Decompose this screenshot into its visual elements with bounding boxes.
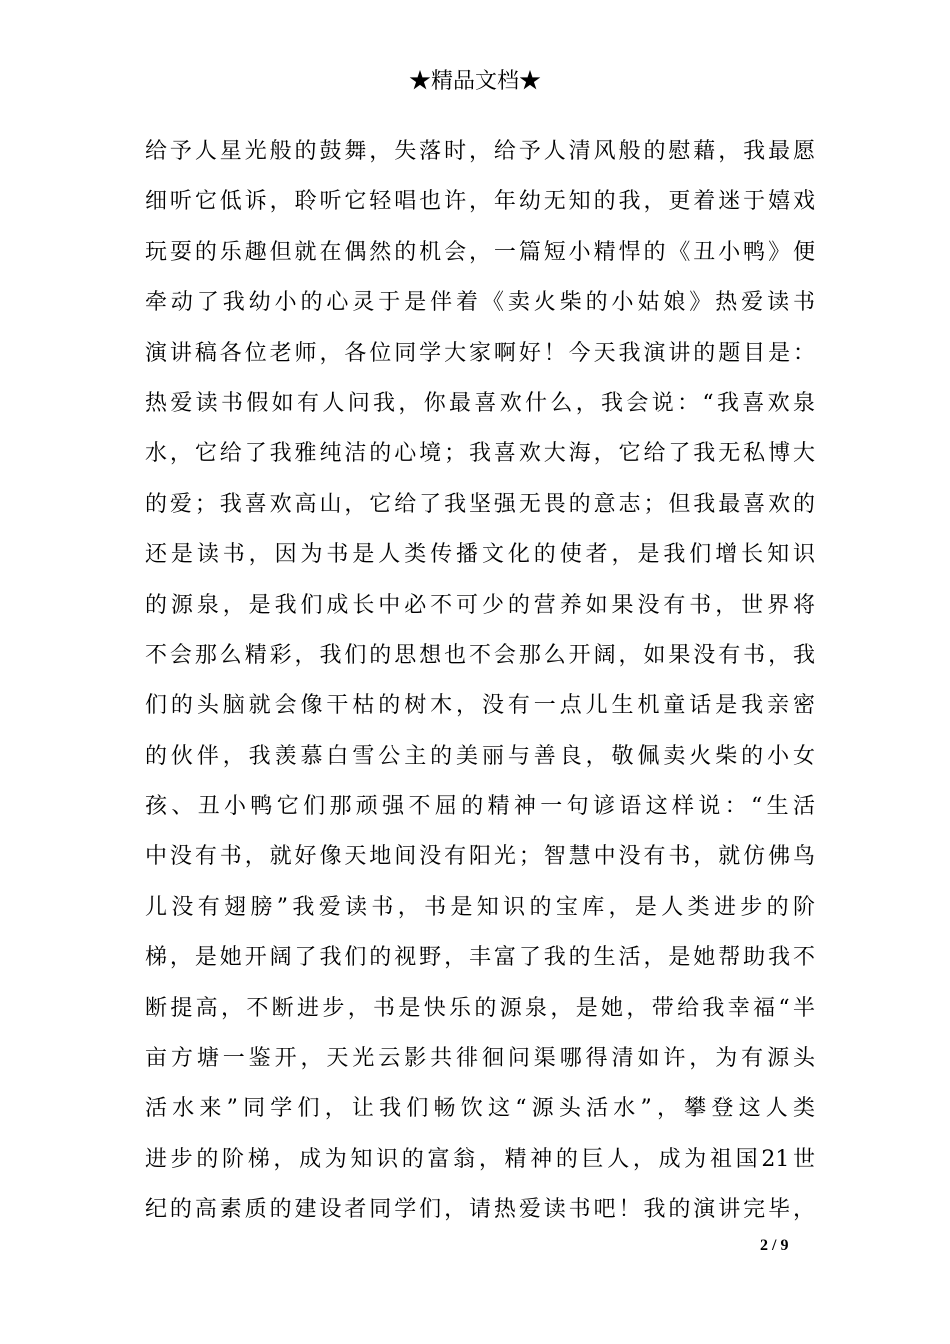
text-line: 活水来”同学们，让我们畅饮这“源头活水”，攀登这人类 <box>145 1096 815 1122</box>
text-line: 牵动了我幼小的心灵于是伴着《卖火柴的小姑娘》热爱读书 <box>145 290 815 316</box>
text-line: 亩方塘一鉴开，天光云影共徘徊问渠哪得清如许，为有源头 <box>145 1046 815 1072</box>
text-line: 们的头脑就会像干枯的树木，没有一点儿生机童话是我亲密 <box>145 693 815 719</box>
text-line: 细听它低诉，聆听它轻唱也许，年幼无知的我，更着迷于嬉戏 <box>145 189 815 215</box>
text-line: 梯，是她开阔了我们的视野，丰富了我的生活，是她帮助我不 <box>145 945 815 971</box>
text-line: 玩耍的乐趣但就在偶然的机会，一篇短小精悍的《丑小鸭》便 <box>145 239 815 265</box>
text-line: 演讲稿各位老师，各位同学大家啊好！今天我演讲的题目是： <box>145 340 815 366</box>
text-line: 的伙伴，我羡慕白雪公主的美丽与善良，敬佩卖火柴的小女 <box>145 743 815 769</box>
text-line: 水，它给了我雅纯洁的心境；我喜欢大海，它给了我无私博大 <box>145 441 815 467</box>
text-line: 的爱；我喜欢高山，它给了我坚强无畏的意志；但我最喜欢的 <box>145 491 815 517</box>
text-line: 不会那么精彩，我们的思想也不会那么开阔，如果没有书，我 <box>145 642 815 668</box>
text-line: 进步的阶梯，成为知识的富翁，精神的巨人，成为祖国21世 <box>145 1146 815 1172</box>
text-line: 热爱读书假如有人问我，你最喜欢什么，我会说：“我喜欢泉 <box>145 390 815 416</box>
text-line: 的源泉，是我们成长中必不可少的营养如果没有书，世界将 <box>145 592 815 618</box>
text-line: 还是读书，因为书是人类传播文化的使者，是我们增长知识 <box>145 542 815 568</box>
body-text <box>145 127 815 1236</box>
page-number: 2 / 9 <box>760 1237 789 1254</box>
document-header-title: ★精品文档★ <box>408 69 541 94</box>
text-line: 中没有书，就好像天地间没有阳光；智慧中没有书，就仿佛鸟 <box>145 844 815 870</box>
text-line: 纪的高素质的建设者同学们，请热爱读书吧！我的演讲完毕， <box>145 1197 815 1223</box>
text-line: 孩、丑小鸭它们那顽强不屈的精神一句谚语这样说：“生活 <box>145 794 815 820</box>
text-line: 给予人星光般的鼓舞，失落时，给予人清风般的慰藉，我最愿 <box>145 139 815 164</box>
text-line: 儿没有翅膀”我爱读书，书是知识的宝库，是人类进步的阶 <box>145 894 815 920</box>
text-line: 断提高，不断进步，书是快乐的源泉，是她，带给我幸福“半 <box>145 995 815 1021</box>
